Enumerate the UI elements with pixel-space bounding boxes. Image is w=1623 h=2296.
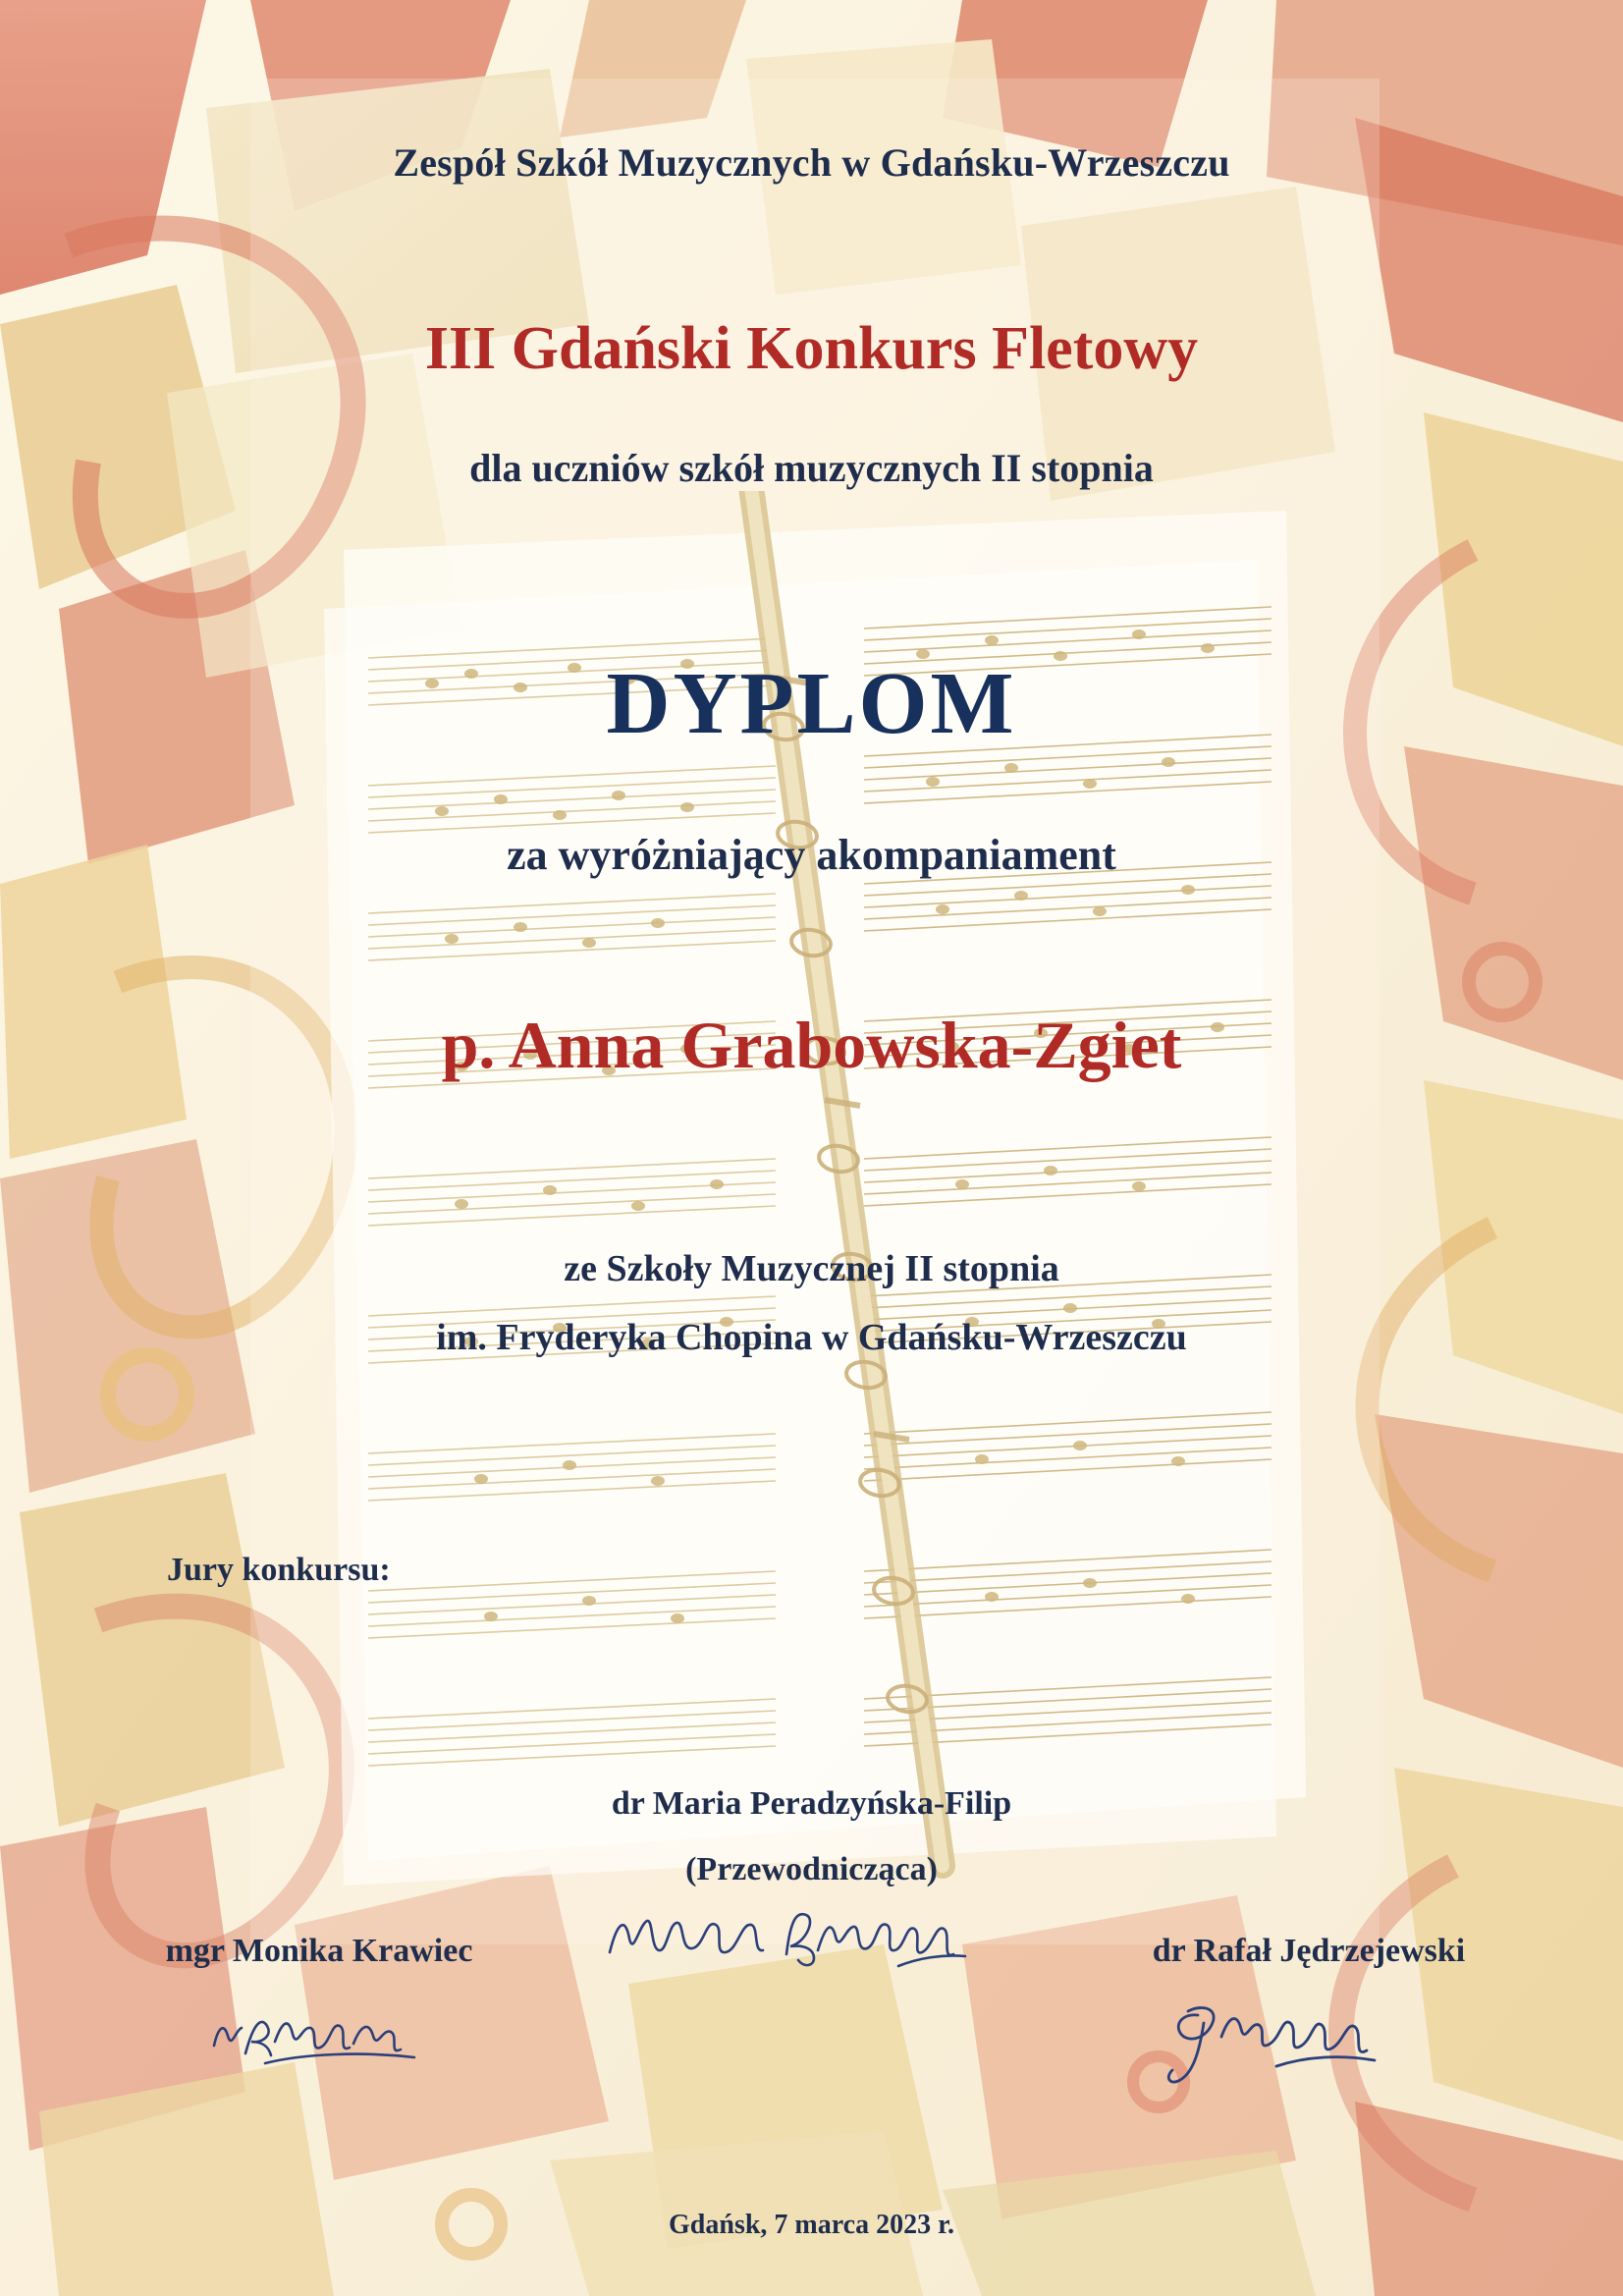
signature-rafal-jedrzejewski bbox=[1159, 1994, 1394, 2092]
award-reason: za wyróżniający akompaniament bbox=[507, 831, 1116, 879]
diploma-heading: DYPLOM bbox=[606, 655, 1017, 752]
signature-monika-krawiec bbox=[206, 1998, 442, 2077]
place-and-date: Gdańsk, 7 marca 2023 r. bbox=[669, 2210, 954, 2240]
jury-member-right-name: dr Rafał Jędrzejewski bbox=[1152, 1933, 1466, 1969]
affiliation-line-1: ze Szkoły Muzycznej II stopnia bbox=[564, 1248, 1059, 1289]
affiliation-line-2: im. Fryderyka Chopina w Gdańsku-Wrzeszczu bbox=[436, 1317, 1187, 1358]
school-header: Zespół Szkół Muzycznych w Gdańsku-Wrzeszczu bbox=[393, 140, 1230, 185]
recipient-name: p. Anna Grabowska-Zgiet bbox=[441, 1008, 1182, 1082]
signature-maria-peradzynska-filip bbox=[604, 1895, 977, 1984]
jury-chair-name: dr Maria Peradzyńska-Filip bbox=[611, 1785, 1012, 1822]
jury-label: Jury konkursu: bbox=[167, 1552, 391, 1588]
competition-subtitle: dla uczniów szkół muzycznych II stopnia bbox=[469, 446, 1154, 490]
jury-chair-role: (Przewodnicząca) bbox=[685, 1851, 938, 1887]
jury-member-left-name: mgr Monika Krawiec bbox=[165, 1933, 473, 1969]
competition-title: III Gdański Konkurs Fletowy bbox=[424, 315, 1199, 382]
